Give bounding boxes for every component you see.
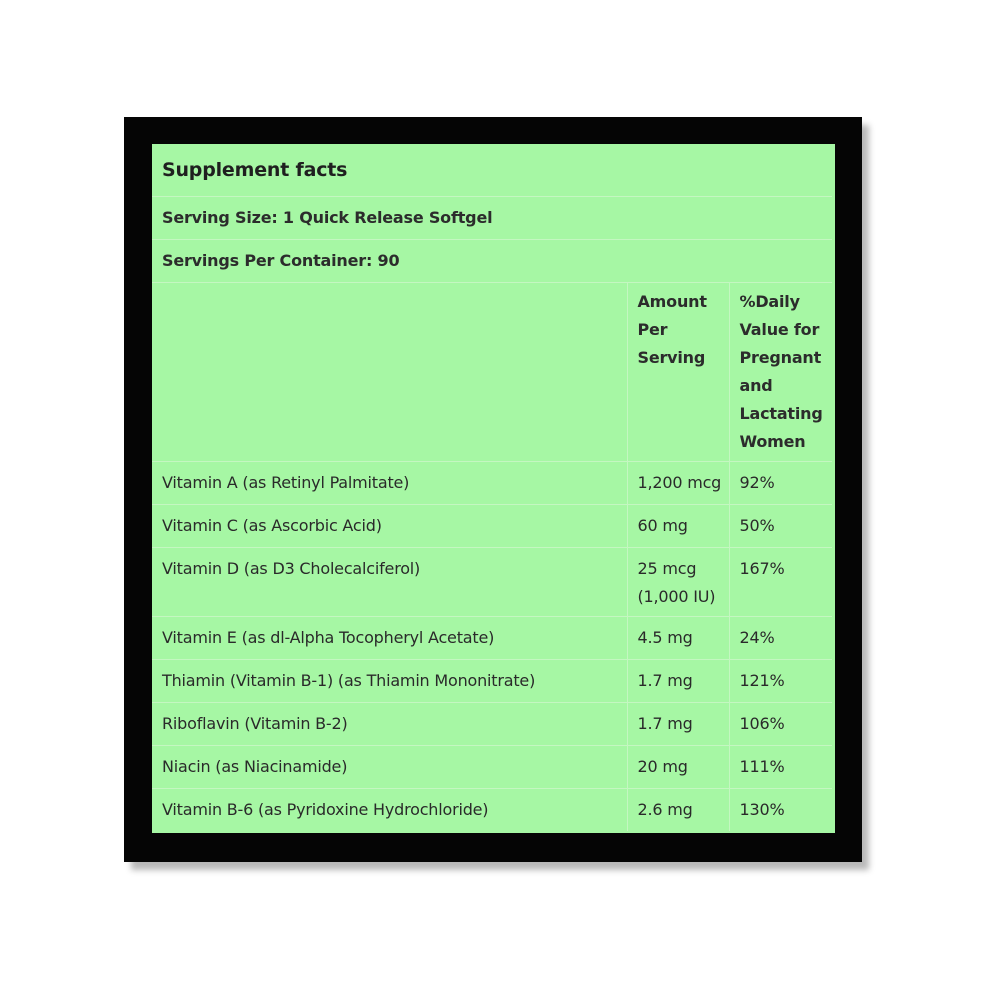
nutrient-amount: 25 mcg (1,000 IU) <box>627 547 729 616</box>
nutrient-amount: 20 mg <box>627 745 729 788</box>
nutrient-name: Vitamin E (as dl-Alpha Tocopheryl Acetate) <box>152 616 627 659</box>
nutrient-daily-value: 130% <box>729 788 832 831</box>
nutrient-daily-value: 106% <box>729 702 832 745</box>
nutrient-daily-value: 121% <box>729 659 832 702</box>
serving-size: Serving Size: 1 Quick Release Softgel <box>152 196 832 239</box>
header-daily-value: %Daily Value for Pregnant and Lactating Women <box>729 282 832 461</box>
nutrient-name: Riboflavin (Vitamin B-2) <box>152 702 627 745</box>
label-frame <box>124 117 862 862</box>
nutrient-daily-value: 111% <box>729 745 832 788</box>
table-row <box>152 461 832 504</box>
nutrient-amount: 4.5 mg <box>627 616 729 659</box>
nutrient-amount: 1,200 mcg <box>627 461 729 504</box>
table-row <box>152 547 832 616</box>
nutrient-name: Vitamin D (as D3 Cholecalciferol) <box>152 547 627 616</box>
nutrient-daily-value: 50% <box>729 504 832 547</box>
table-row <box>152 504 832 547</box>
nutrient-amount: 1.7 mg <box>627 659 729 702</box>
nutrient-name: Vitamin C (as Ascorbic Acid) <box>152 504 627 547</box>
nutrient-name: Vitamin A (as Retinyl Palmitate) <box>152 461 627 504</box>
servings-per-container-row <box>152 239 832 282</box>
nutrient-name: Thiamin (Vitamin B-1) (as Thiamin Mononitrate) <box>152 659 627 702</box>
supplement-facts-table <box>152 144 832 831</box>
header-name-cell <box>152 282 627 461</box>
nutrient-amount: 60 mg <box>627 504 729 547</box>
nutrient-daily-value: 24% <box>729 616 832 659</box>
table-title: Supplement facts <box>152 144 832 196</box>
header-amount-per-serving: Amount Per Serving <box>627 282 729 461</box>
table-row <box>152 616 832 659</box>
nutrient-name: Vitamin B-6 (as Pyridoxine Hydrochloride) <box>162 799 489 819</box>
table-row <box>152 702 832 745</box>
nutrient-amount: 2.6 mg <box>627 788 729 831</box>
table-row <box>152 788 832 831</box>
nutrient-daily-value: 92% <box>729 461 832 504</box>
nutrient-daily-value: 167% <box>729 547 832 616</box>
supplement-facts-panel <box>152 144 835 833</box>
nutrient-name: Niacin (as Niacinamide) <box>152 745 627 788</box>
table-row <box>152 745 832 788</box>
table-row <box>152 659 832 702</box>
column-header-row <box>152 282 832 461</box>
title-row <box>152 144 832 196</box>
serving-size-row <box>152 196 832 239</box>
servings-per-container: Servings Per Container: 90 <box>152 239 832 282</box>
nutrient-amount: 1.7 mg <box>627 702 729 745</box>
